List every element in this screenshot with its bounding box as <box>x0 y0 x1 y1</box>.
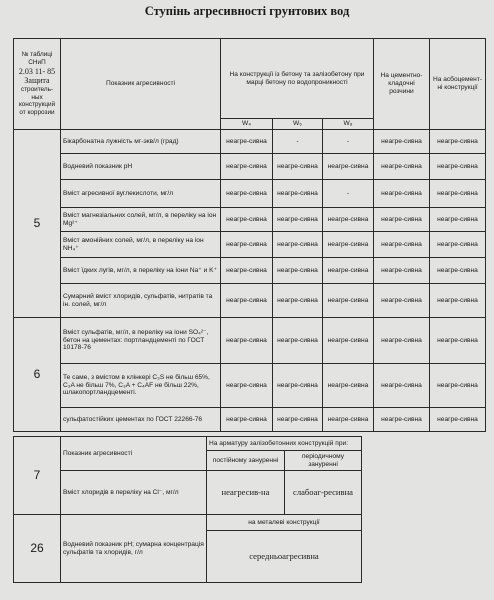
cell-cement: неагре-сивна <box>374 154 430 180</box>
group-number: 7 <box>14 437 61 515</box>
cell-w4: неагре-сивна <box>221 284 273 318</box>
cell-w8: неагре-сивна <box>323 258 374 284</box>
cell-w6: неагре-сивна <box>273 180 323 208</box>
cell-periodic: слабоаг-ресивна <box>285 471 362 515</box>
table-row <box>14 208 486 232</box>
cell-w8: неагре-сивна <box>323 364 374 408</box>
table-row <box>14 408 486 432</box>
group-number: 6 <box>14 318 61 432</box>
group-number: 26 <box>14 515 61 583</box>
cell-w6: неагре-сивна <box>273 318 323 364</box>
cell-w4: неагре-сивна <box>221 258 273 284</box>
row-indicator: Водневий показник рН <box>61 154 221 180</box>
cell-w8: - <box>323 130 374 154</box>
row-indicator: Вміст амонійних солей, мг/л, в переліку на іон NH₄⁺ <box>61 232 221 258</box>
header-asbestos: На асбоцемент-ні конструкції <box>430 39 486 130</box>
cell-w6: неагре-сивна <box>273 364 323 408</box>
header-cement: На цементно-кладочні розчини <box>374 39 430 130</box>
page-title: Ступінь агресивності грунтових вод <box>144 4 350 18</box>
cell-w6: неагре-сивна <box>273 284 323 318</box>
cell-w8: неагре-сивна <box>323 232 374 258</box>
cell-w8: неагре-сивна <box>323 318 374 364</box>
cell-cement: неагре-сивна <box>374 318 430 364</box>
cell-w8: неагре-сивна <box>323 154 374 180</box>
cell-w4: неагре-сивна <box>221 154 273 180</box>
row-indicator: Вміст їдких лугів, мг/л, в переліку на іони Na⁺ и K⁺ <box>61 258 221 284</box>
cell-w6: неагре-сивна <box>273 258 323 284</box>
cell-cement: неагре-сивна <box>374 364 430 408</box>
cell-w8: неагре-сивна <box>323 284 374 318</box>
cell-cement: неагре-сивна <box>374 258 430 284</box>
header-indicator: Показник агресивності <box>61 437 207 471</box>
cell-asbestos: неагре-сивна <box>430 284 486 318</box>
cell-asbestos: неагре-сивна <box>430 364 486 408</box>
cell-w6: неагре-сивна <box>273 154 323 180</box>
cell-cement: неагре-сивна <box>374 180 430 208</box>
row-indicator: Вміст агресивної вуглекислоти, мг/л <box>61 180 221 208</box>
cell-w8: неагре-сивна <box>323 408 374 432</box>
table-row <box>14 130 486 154</box>
row-indicator: Вміст хлоридів в переліку на Cl⁻, мг/л <box>61 471 207 515</box>
row-indicator: сульфатостійких цементах по ГОСТ 22266-76 <box>61 408 221 432</box>
row-indicator: Водневий показник рН; сумарна концентрація сульфатів та хлоридів, г/л <box>61 515 207 583</box>
header-indicator: Показник агресивності <box>61 39 221 130</box>
cell-w4: неагре-сивна <box>221 180 273 208</box>
cell-w4: неагре-сивна <box>221 408 273 432</box>
cell-asbestos: неагре-сивна <box>430 318 486 364</box>
header-rebar: На арматуру залізобетонних конструкцій при: <box>207 437 362 451</box>
table-row <box>14 258 486 284</box>
header-concrete: На конструкції із бетону та залізобетону при марці бетону по водопроникності <box>221 39 374 119</box>
table-row <box>14 364 486 408</box>
header-constant-immersion: постійному зануренні <box>207 451 285 471</box>
cell-w6: неагре-сивна <box>273 408 323 432</box>
header-w6: W₆ <box>273 119 323 130</box>
row-indicator: Те саме, з вмістом в клінкері C₃S не більш 65%, C₃A не більш 7%, C₃A + C₄AF не більш 22%, шлакопортландцементі. <box>61 364 221 408</box>
cell-cement: неагре-сивна <box>374 284 430 318</box>
cell-cement: неагре-сивна <box>374 130 430 154</box>
header-periodic-immersion: періодичному зануренні <box>285 451 362 471</box>
empty-area <box>362 437 486 515</box>
cell-w8: - <box>323 180 374 208</box>
empty-area <box>362 515 486 583</box>
row-indicator: Сумарний вміст хлоридів, сульфатів, нитратів та ін. солей, мг/л <box>61 284 221 318</box>
cell-asbestos: неагре-сивна <box>430 180 486 208</box>
cell-w6: - <box>273 130 323 154</box>
cell-w6: неагре-сивна <box>273 232 323 258</box>
cell-w4: неагре-сивна <box>221 208 273 232</box>
aggressiveness-table-rebar-metal <box>13 436 486 583</box>
cell-w8: неагре-сивна <box>323 208 374 232</box>
group-number: 5 <box>14 130 61 318</box>
aggressiveness-table-main <box>13 38 486 432</box>
cell-asbestos: неагре-сивна <box>430 130 486 154</box>
table-row <box>14 232 486 258</box>
row-indicator: Вміст сульфатів, мг/л, в переліку на іони SO₄²⁻, бетон на цементах: портландцементі по ГОСТ 10178-76 <box>61 318 221 364</box>
cell-asbestos: неагре-сивна <box>430 232 486 258</box>
cell-w4: неагре-сивна <box>221 130 273 154</box>
header-metal: на металеві конструкції <box>207 515 362 531</box>
cell-cement: неагре-сивна <box>374 232 430 258</box>
header-w4: W₄ <box>221 119 273 130</box>
table-row <box>14 180 486 208</box>
cell-asbestos: неагре-сивна <box>430 154 486 180</box>
header-snip-table: № таблиці СНиП 2.03 11- 85 Защита строитель-ных конструкций от коррозии <box>14 39 61 130</box>
header-w8: W₈ <box>323 119 374 130</box>
row-indicator: Вміст магнезіальних солей, мг/л, в переліку на іон Mg²⁺ <box>61 208 221 232</box>
cell-constant: неагресив-на <box>207 471 285 515</box>
cell-asbestos: неагре-сивна <box>430 408 486 432</box>
cell-w4: неагре-сивна <box>221 318 273 364</box>
table-row <box>14 318 486 364</box>
cell-w4: неагре-сивна <box>221 364 273 408</box>
cell-asbestos: неагре-сивна <box>430 208 486 232</box>
table-row <box>14 284 486 318</box>
cell-asbestos: неагре-сивна <box>430 258 486 284</box>
cell-cement: неагре-сивна <box>374 208 430 232</box>
cell-metal: середньоагресивна <box>207 531 362 583</box>
cell-w6: неагре-сивна <box>273 208 323 232</box>
cell-w4: неагре-сивна <box>221 232 273 258</box>
cell-cement: неагре-сивна <box>374 408 430 432</box>
row-indicator: Бікарбонатна лужність мг-экв/л (град) <box>61 130 221 154</box>
table-row <box>14 154 486 180</box>
